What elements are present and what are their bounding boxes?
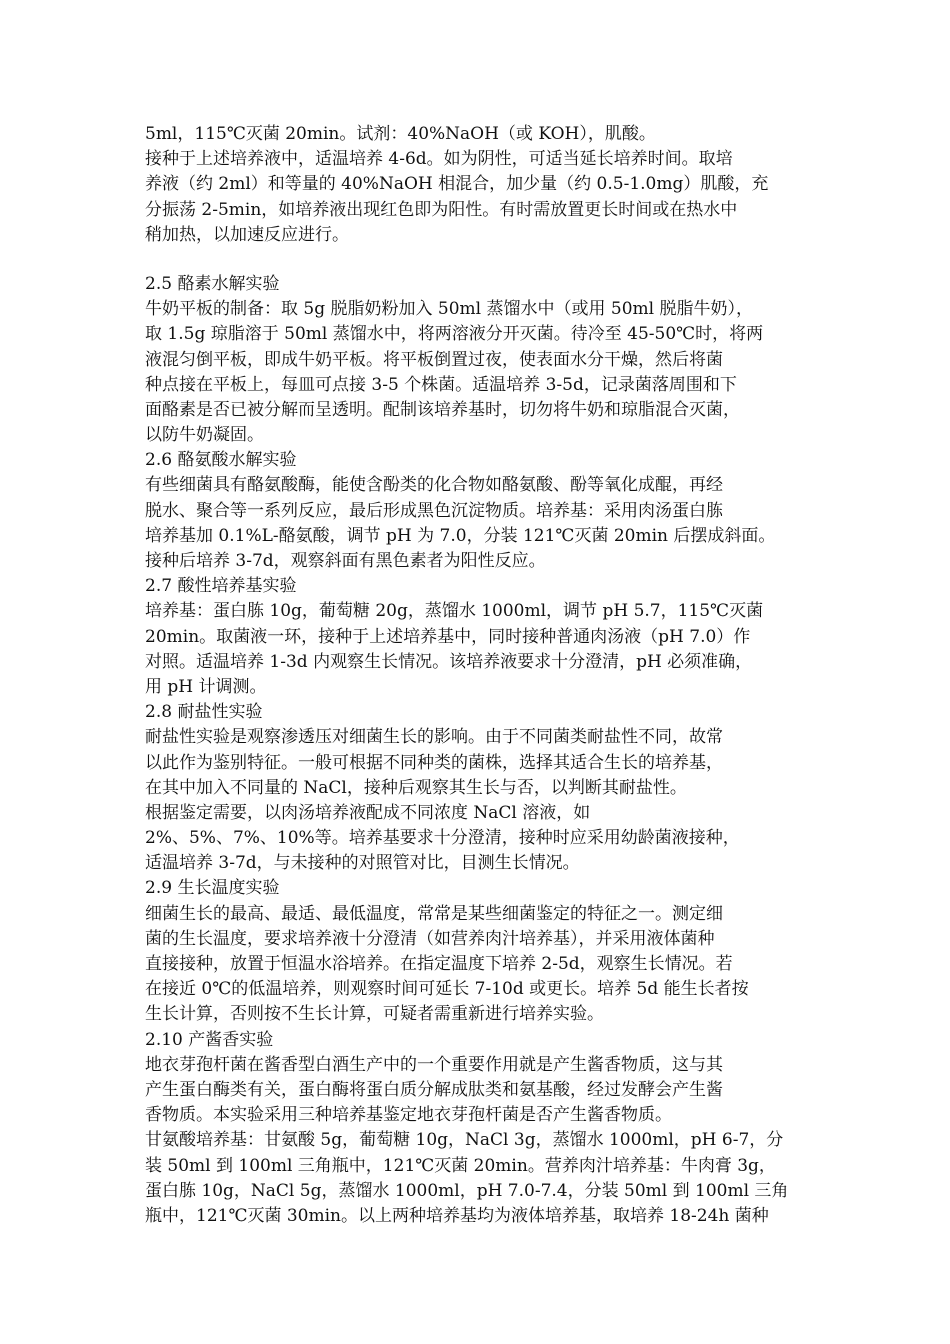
section-heading: 2.9 生长温度实验 (145, 878, 280, 899)
text-line: 适温培养 3-7d，与未接种的对照管对比，目测生长情况。 (145, 853, 580, 874)
text-line: 有些细菌具有酪氨酸酶，能使含酚类的化合物如酪氨酸、酚等氧化成醌，再经 (145, 475, 723, 496)
section-heading: 2.6 酪氨酸水解实验 (145, 450, 297, 471)
text-line: 接种于上述培养液中，适温培养 4-6d。如为阴性，可适当延长培养时间。取培 (145, 149, 733, 170)
section-heading: 2.10 产酱香实验 (145, 1029, 274, 1050)
text-line: 脱水、聚合等一系列反应，最后形成黑色沉淀物质。培养基：采用肉汤蛋白胨 (145, 500, 723, 521)
text-line: 根据鉴定需要，以肉汤培养液配成不同浓度 NaCl 溶液，如 (145, 802, 591, 823)
text-line: 以防牛奶凝固。 (145, 425, 264, 446)
text-line: 分振荡 2-5min，如培养液出现红色即为阳性。有时需放置更长时间或在热水中 (145, 199, 738, 220)
text-line: 培养基加 0.1%L-酪氨酸，调节 pH 为 7.0，分装 121℃灭菌 20min 后摆成斜面。 (145, 525, 776, 546)
text-line: 装 50ml 到 100ml 三角瓶中，121℃灭菌 20min。营养肉汁培养基：牛肉膏 3g， (145, 1155, 776, 1176)
section-heading: 2.8 耐盐性实验 (145, 702, 263, 723)
text-line: 5ml，115℃灭菌 20min。试剂：40%NaOH（或 KOH），肌酸。 (145, 124, 656, 144)
text-line: 细菌生长的最高、最适、最低温度，常常是某些细菌鉴定的特征之一。测定细 (145, 903, 723, 924)
text-line: 产生蛋白酶类有关，蛋白酶将蛋白质分解成肽类和氨基酸，经过发酵会产生酱 (145, 1079, 723, 1100)
text-line: 对照。适温培养 1-3d 内观察生长情况。该培养液要求十分澄清，pH 必须准确， (145, 651, 753, 672)
text-line: 取 1.5g 琼脂溶于 50ml 蒸馏水中，将两溶液分开灭菌。待冷至 45-50℃时，将两 (145, 324, 764, 345)
text-line: 香物质。本实验采用三种培养基鉴定地衣芽孢杆菌是否产生酱香物质。 (145, 1105, 672, 1126)
text-line: 稍加热，以加速反应进行。 (145, 224, 349, 245)
text-line: 直接接种，放置于恒温水浴培养。在指定温度下培养 2-5d，观察生长情况。若 (145, 954, 733, 974)
text-line: 养液（约 2ml）和等量的 40%NaOH 相混合，加少量（约 0.5-1.0mg）肌酸，充 (145, 174, 769, 195)
text-line: 液混匀倒平板，即成牛奶平板。将平板倒置过夜，使表面水分干燥，然后将菌 (145, 349, 723, 370)
text-line: 甘氨酸培养基：甘氨酸 5g，葡萄糖 10g，NaCl 3g，蒸馏水 1000ml，pH 6-7，分 (145, 1130, 784, 1151)
text-line: 牛奶平板的制备：取 5g 脱脂奶粉加入 50ml 蒸馏水中（或用 50ml 脱脂牛奶）， (145, 299, 753, 320)
text-line: 接种后培养 3-7d，观察斜面有黑色素者为阳性反应。 (145, 551, 546, 571)
text-line: 种点接在平板上，每皿可点接 3-5 个株菌。适温培养 3-5d，记录菌落周围和下 (145, 374, 737, 395)
section-heading: 2.5 酪素水解实验 (145, 273, 280, 294)
document-body (145, 122, 813, 1229)
text-line: 在其中加入不同量的 NaCl，接种后观察其生长与否，以判断其耐盐性。 (145, 777, 687, 798)
blank-line (145, 248, 813, 272)
text-line: 面酪素是否已被分解而呈透明。配制该培养基时，切勿将牛奶和琼脂混合灭菌， (145, 399, 740, 420)
text-line: 生长计算，否则按不生长计算，可疑者需重新进行培养实验。 (145, 1004, 604, 1025)
text-line: 蛋白胨 10g，NaCl 5g，蒸馏水 1000ml，pH 7.0-7.4，分装 50ml 到 100ml 三角 (145, 1180, 789, 1201)
text-line: 地衣芽孢杆菌在酱香型白酒生产中的一个重要作用就是产生酱香物质，这与其 (145, 1054, 723, 1075)
text-line: 耐盐性实验是观察渗透压对细菌生长的影响。由于不同菌类耐盐性不同，故常 (145, 727, 723, 748)
text-line: 菌的生长温度，要求培养液十分澄清（如营养肉汁培养基），并采用液体菌种 (145, 928, 715, 949)
text-line: 在接近 0℃的低温培养，则观察时间可延长 7-10d 或更长。培养 5d 能生长者按 (145, 979, 749, 1000)
text-line: 20min。取菌液一环，接种于上述培养基中，同时接种普通肉汤液（pH 7.0）作 (145, 626, 751, 647)
section-heading: 2.7 酸性培养基实验 (145, 576, 297, 597)
text-line: 培养基：蛋白胨 10g，葡萄糖 20g，蒸馏水 1000ml，调节 pH 5.7，115℃灭菌 (145, 601, 764, 622)
text-line: 瓶中，121℃灭菌 30min。以上两种培养基均为液体培养基，取培养 18-24h 菌种 (145, 1205, 769, 1226)
text-line: 2%、5%、7%、10%等。培养基要求十分澄清，接种时应采用幼龄菌液接种， (145, 828, 740, 849)
text-line: 以此作为鉴别特征。一般可根据不同种类的菌株，选择其适合生长的培养基， (145, 752, 723, 773)
text-line: 用 pH 计调测。 (145, 676, 267, 697)
